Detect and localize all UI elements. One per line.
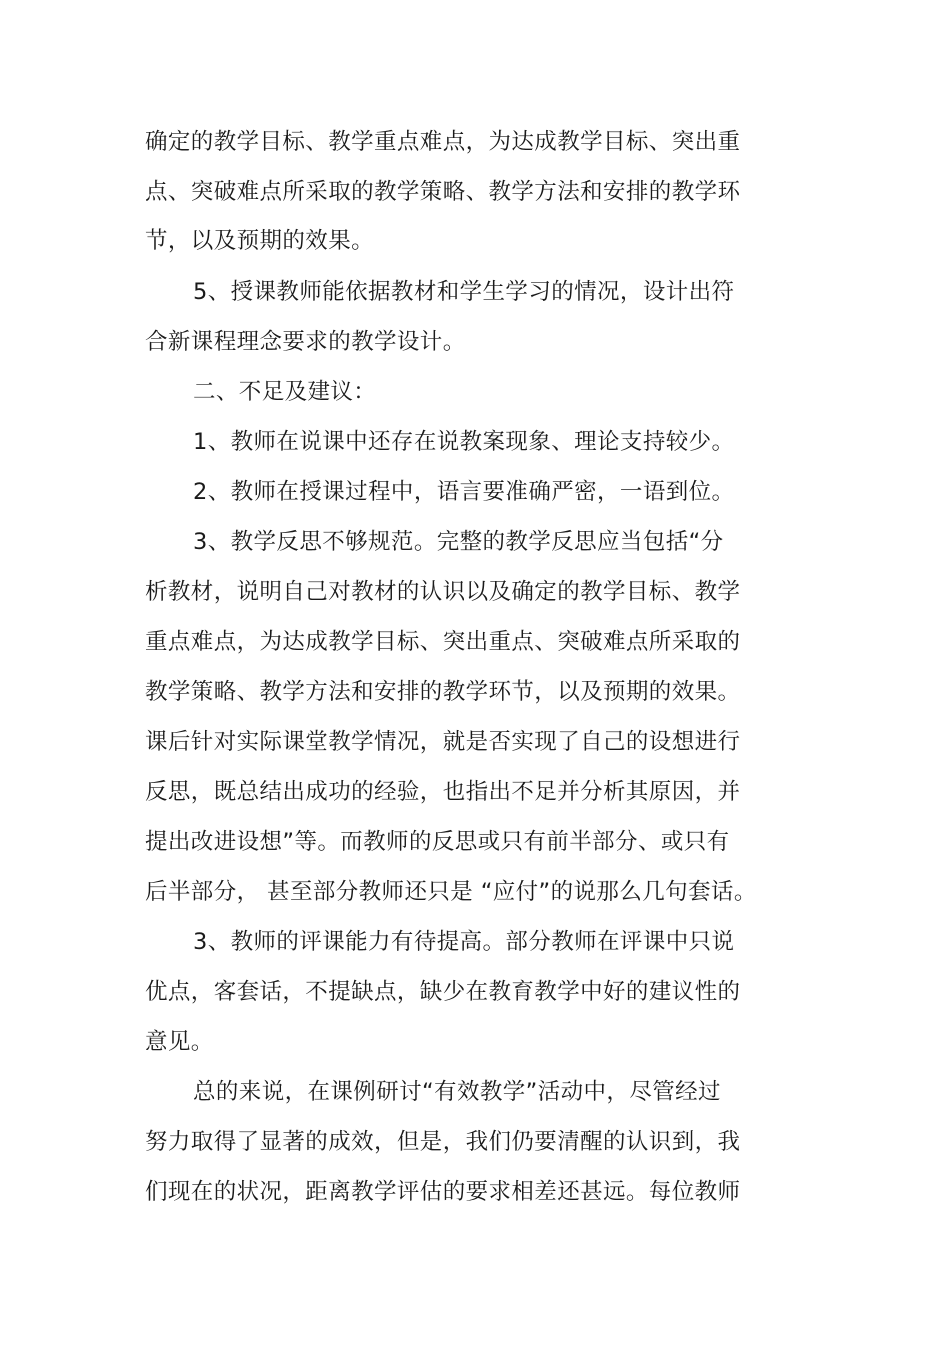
text-line: 意见。 [145, 1029, 214, 1055]
text-line: 后半部分， 甚至部分教师还只是 “应付”的说那么几句套话。 [145, 879, 757, 905]
text-line: 优点，客套话，不提缺点，缺少在教育教学中好的建议性的 [145, 979, 741, 1005]
text-line: 重点难点，为达成教学目标、突出重点、突破难点所采取的 [145, 629, 741, 655]
paragraph-first-line: 3、教学反思不够规范。完整的教学反思应当包括“分 [193, 529, 724, 555]
paragraph-first-line: 1、教师在说课中还存在说教案现象、理论支持较少。 [193, 429, 735, 455]
text-line: 努力取得了显著的成效，但是，我们仍要清醒的认识到，我 [145, 1129, 741, 1155]
text-line: 合新课程理念要求的教学设计。 [145, 329, 466, 355]
text-line: 课后针对实际课堂教学情况，就是否实现了自己的设想进行 [145, 729, 741, 755]
text-line: 点、突破难点所采取的教学策略、教学方法和安排的教学环 [145, 179, 741, 205]
section-heading: 二、不足及建议： [193, 379, 377, 405]
text-line: 确定的教学目标、教学重点难点，为达成教学目标、突出重 [145, 129, 741, 155]
paragraph-first-line: 5、授课教师能依据教材和学生学习的情况，设计出符 [193, 279, 735, 305]
text-line: 反思，既总结出成功的经验，也指出不足并分析其原因，并 [145, 779, 741, 805]
text-line: 们现在的状况，距离教学评估的要求相差还甚远。每位教师 [145, 1179, 741, 1205]
paragraph-first-line: 2、教师在授课过程中，语言要准确严密，一语到位。 [193, 479, 735, 505]
paragraph-first-line: 3、教师的评课能力有待提高。部分教师在评课中只说 [193, 929, 735, 955]
text-line: 析教材，说明自己对教材的认识以及确定的教学目标、教学 [145, 579, 741, 605]
text-line: 提出改进设想”等。而教师的反思或只有前半部分、或只有 [145, 829, 730, 855]
text-line: 节，以及预期的效果。 [145, 228, 375, 254]
paragraph-first-line: 总的来说，在课例研讨“有效教学”活动中，尽管经过 [193, 1079, 721, 1105]
text-line: 教学策略、教学方法和安排的教学环节，以及预期的效果。 [145, 679, 741, 705]
